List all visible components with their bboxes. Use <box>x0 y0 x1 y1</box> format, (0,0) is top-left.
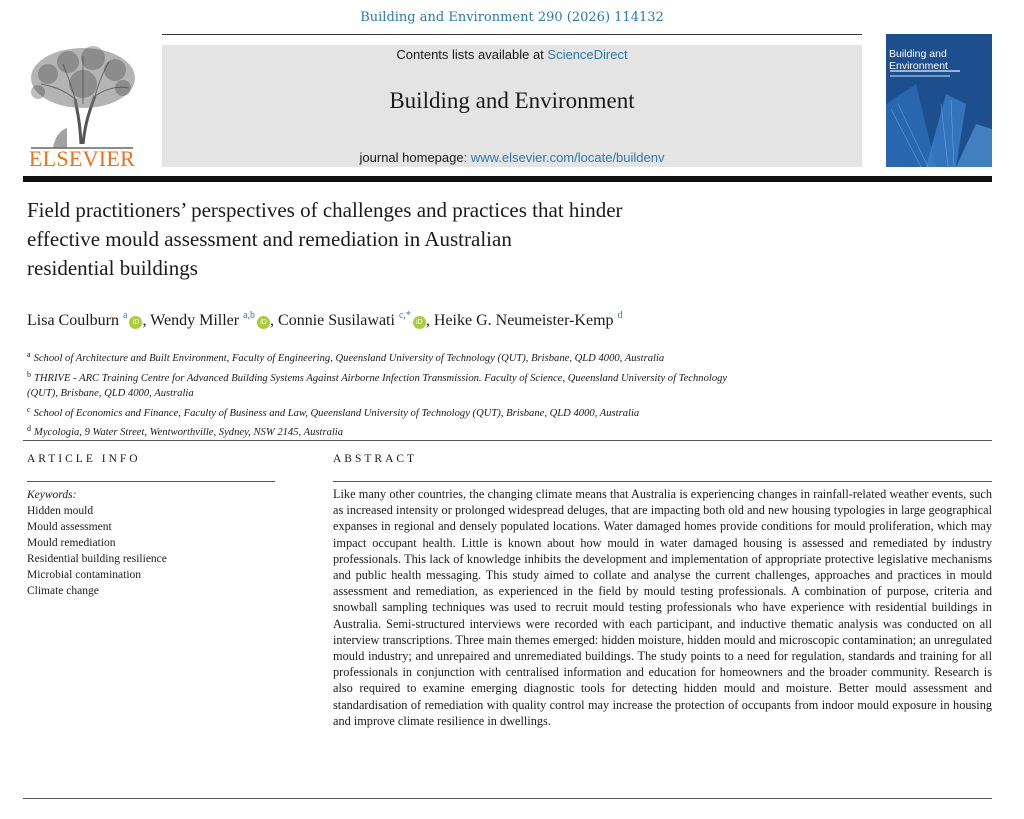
header-thick-rule <box>23 176 992 182</box>
title-line: residential buildings <box>27 256 198 280</box>
orcid-icon[interactable]: iD <box>257 316 270 329</box>
affiliation-mark[interactable]: a <box>123 310 128 321</box>
contents-prefix: Contents lists available at <box>396 47 548 62</box>
keyword-item: Mould assessment <box>27 521 112 533</box>
cover-title: Building and Environment <box>889 48 948 72</box>
journal-citation[interactable]: Building and Environment 290 (2026) 114132 <box>360 10 664 25</box>
affiliation-mark[interactable]: c,* <box>398 310 411 321</box>
affiliation-item <box>27 347 927 367</box>
contents-line <box>162 47 862 62</box>
affiliation-mark[interactable]: a,b <box>243 310 256 321</box>
article-info-heading: ARTICLE INFO <box>27 453 141 465</box>
author-name[interactable]: Lisa Coulburn <box>27 312 119 329</box>
bottom-rule <box>23 798 992 799</box>
keyword-item: Residential building resilience <box>27 553 167 565</box>
affiliation-mark[interactable]: d <box>617 310 623 321</box>
abstract-heading: ABSTRACT <box>333 453 418 465</box>
keyword-item: Microbial contamination <box>27 569 142 581</box>
affiliation-text: School of Economics and Finance, Faculty of Business and Law, Queensland University of Technology (QUT), Brisbane, QLD 4000, Australia <box>33 407 640 419</box>
author-list: Lisa Coulburn $^a$iD , Wendy Miller $^{a,b}$iD , Connie Susilawati $^{c,*}$iD , Heike G. Neumeister-Kemp $^d$ <box>27 310 623 329</box>
author-name[interactable]: Heike G. Neumeister-Kemp <box>433 312 614 329</box>
section-rule <box>23 440 992 441</box>
elsevier-wordmark[interactable]: ELSEVIER <box>28 146 136 171</box>
affiliation-mark: a <box>27 350 31 359</box>
orcid-icon[interactable]: iD <box>129 316 142 329</box>
keyword-item: Hidden mould <box>27 505 94 517</box>
keyword-item: Climate change <box>27 585 99 597</box>
affiliation-mark: d <box>27 424 31 433</box>
sciencedirect-link[interactable]: ScienceDirect <box>547 47 628 62</box>
affiliation-item <box>27 367 927 387</box>
homepage-prefix: journal homepage: <box>359 150 471 165</box>
article-title <box>27 196 857 283</box>
keyword-item: Mould remediation <box>27 537 116 549</box>
affiliation-item <box>27 402 927 422</box>
keywords-label: Keywords: <box>27 489 77 501</box>
article-info-rule <box>27 481 275 482</box>
affiliations <box>27 347 927 441</box>
affiliation-item <box>27 421 927 441</box>
affiliation-text: School of Architecture and Built Environment, Faculty of Engineering, Queensland University of Technology (QUT), Brisbane, QLD 4000, Australia <box>33 353 665 364</box>
affiliation-text: THRIVE - ARC Training Centre for Advanced Building Systems Against Airborne Infection Transmission. Faculty of Science, Queensland University of Technology <box>34 372 728 384</box>
affiliation-mark: c <box>27 404 31 414</box>
title-line: effective mould assessment and remediation in Australian <box>27 227 512 251</box>
header-top-rule <box>162 34 862 35</box>
affiliation-item <box>27 386 927 402</box>
affiliation-text: Mycologia, 9 Water Street, Wentworthville, Sydney, NSW 2145, Australia <box>34 427 344 438</box>
author-name[interactable]: Connie Susilawati <box>278 312 395 329</box>
abstract-rule <box>333 481 992 482</box>
affiliation-text: (QUT), Brisbane, QLD 4000, Australia <box>27 388 194 399</box>
title-line: Field practitioners’ perspectives of challenges and practices that hinder <box>27 198 623 222</box>
homepage-link[interactable]: www.elsevier.com/locate/buildenv <box>470 150 665 165</box>
orcid-icon[interactable]: iD <box>413 316 426 329</box>
affiliation-mark: b <box>27 369 31 379</box>
abstract-text: Like many other countries, the changing climate means that Australia is experiencing changes in rainfall-related weather events, such as increased intensity or prolonged widespread deluges, that are impacting both old and new housing typologies in large geographical expanses in regional and densely populated locations. Water damaged homes provide conditions for mould proliferation, which may impact occupant health. Little is known about how mould in water damaged housing is assessed and remediated by industry professionals. This lack of knowledge inhibits the development and implementation of appropriate protective legislative mechanisms and public health messaging. This study aimed to collate and analyse the current challenges, approaches and practices in mould assessment and remediation, as experienced in the field by mould testing professionals. A combination of purpose, criteria and snowball sampling techniques was used to recruit mould testing professionals who have experience with residential buildings in Australia. Semi-structured interviews were recorded with each participant, and inductive thematic analysis was conducted on all interview transcriptions. Three main themes emerged: hidden moisture, hidden mould and microscopic contamination; an unregulated mould industry; and unrepaired and unremediated buildings. The study points to a need for regulation, standards and training for all professionals in conjunction with centralised information and education for homeowners and the broader community. Research is also required to examine emerging diagnostic tools for detecting hidden mould and moisture. Better mould assessment and standardisation of remediation with quality control may increase the protection of occupants from indoor mould exposure in housing and improve climate resilience in dwellings. <box>333 487 992 728</box>
author-name[interactable]: Wendy Miller <box>150 312 240 329</box>
homepage-line <box>162 150 862 165</box>
keywords-block <box>27 487 277 599</box>
journal-title: Building and Environment <box>389 88 635 113</box>
